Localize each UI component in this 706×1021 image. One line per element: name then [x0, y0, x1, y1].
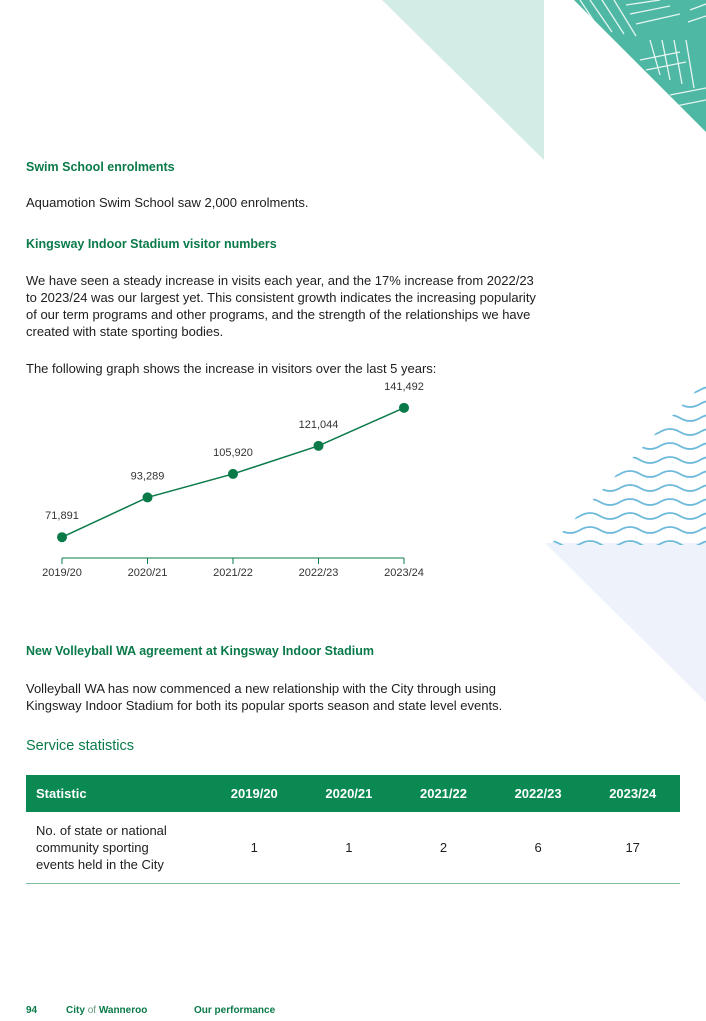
x-tick-label-2022-23: 2022/23 [298, 567, 339, 579]
swim-school-heading: Swim School enrolments [26, 160, 175, 174]
data-point-2020-21 [143, 492, 153, 502]
page-number: 94 [26, 1005, 38, 1016]
header-2019-20: 2019/20 [207, 775, 302, 812]
volleyball-heading: New Volleyball WA agreement at Kingsway Indoor Stadium [26, 644, 374, 658]
row-label: No. of state or national community sporting events held in the City [26, 812, 207, 884]
footer-org-of: of [87, 1005, 97, 1016]
x-tick-label-2023-24: 2023/24 [384, 567, 424, 579]
x-tick-label-2019-20: 2019/20 [42, 567, 82, 579]
row-value-2019-20: 1 [207, 812, 302, 884]
footer-org [66, 1005, 147, 1016]
x-tick-label-2020-21: 2020/21 [127, 567, 168, 579]
data-point-2019-20 [57, 532, 67, 542]
data-label-2021-22: 105,920 [213, 446, 253, 459]
header-2021-22: 2021/22 [396, 775, 491, 812]
header-2023-24: 2023/24 [585, 775, 680, 812]
data-point-2021-22 [228, 469, 238, 479]
header-statistic: Statistic [26, 775, 207, 812]
row-value-2022-23: 6 [491, 812, 586, 884]
graph-intro-text: The following graph shows the increase in visitors over the last 5 years: [26, 361, 437, 376]
swim-school-text: Aquamotion Swim School saw 2,000 enrolments. [26, 195, 309, 210]
stadium-visitors-heading: Kingsway Indoor Stadium visitor numbers [26, 237, 277, 251]
visitors-line-chart [0, 380, 500, 590]
data-point-2022-23 [314, 441, 324, 451]
table-header-row [26, 775, 680, 812]
data-label-2023-24: 141,492 [384, 380, 424, 393]
data-point-2023-24 [399, 403, 409, 413]
decorative-hatched-triangle [0, 0, 706, 140]
service-statistics-title: Service statistics [26, 738, 134, 754]
x-tick-label-2021-22: 2021/22 [213, 567, 253, 579]
footer-section: Our performance [194, 1005, 276, 1016]
service-statistics-table [26, 775, 680, 884]
data-label-2022-23: 121,044 [298, 418, 339, 431]
decorative-wave-pattern [540, 380, 706, 710]
row-value-2023-24: 17 [585, 812, 680, 884]
row-value-2021-22: 2 [396, 812, 491, 884]
header-2020-21: 2020/21 [302, 775, 397, 812]
footer-org-city: City [66, 1005, 85, 1016]
footer-org-name: Wanneroo [98, 1005, 148, 1016]
table-row [26, 812, 680, 884]
volleyball-text: Volleyball WA has now commenced a new relationship with the City through using Kingsway Indoor Stadium for both its popular sports season and state level events. [26, 681, 503, 713]
row-value-2020-21: 1 [302, 812, 397, 884]
stadium-visitors-text: We have seen a steady increase in visits each year, and the 17% increase from 2022/23 to 2023/24 was our largest yet. This consistent growth indicates the increasing popularity of our term programs and other programs, and the strength of the relationships we have created with state sporting bodies. [26, 273, 536, 339]
header-2022-23: 2022/23 [491, 775, 586, 812]
data-label-2020-21: 93,289 [130, 470, 165, 483]
data-label-2019-20: 71,891 [45, 510, 79, 523]
